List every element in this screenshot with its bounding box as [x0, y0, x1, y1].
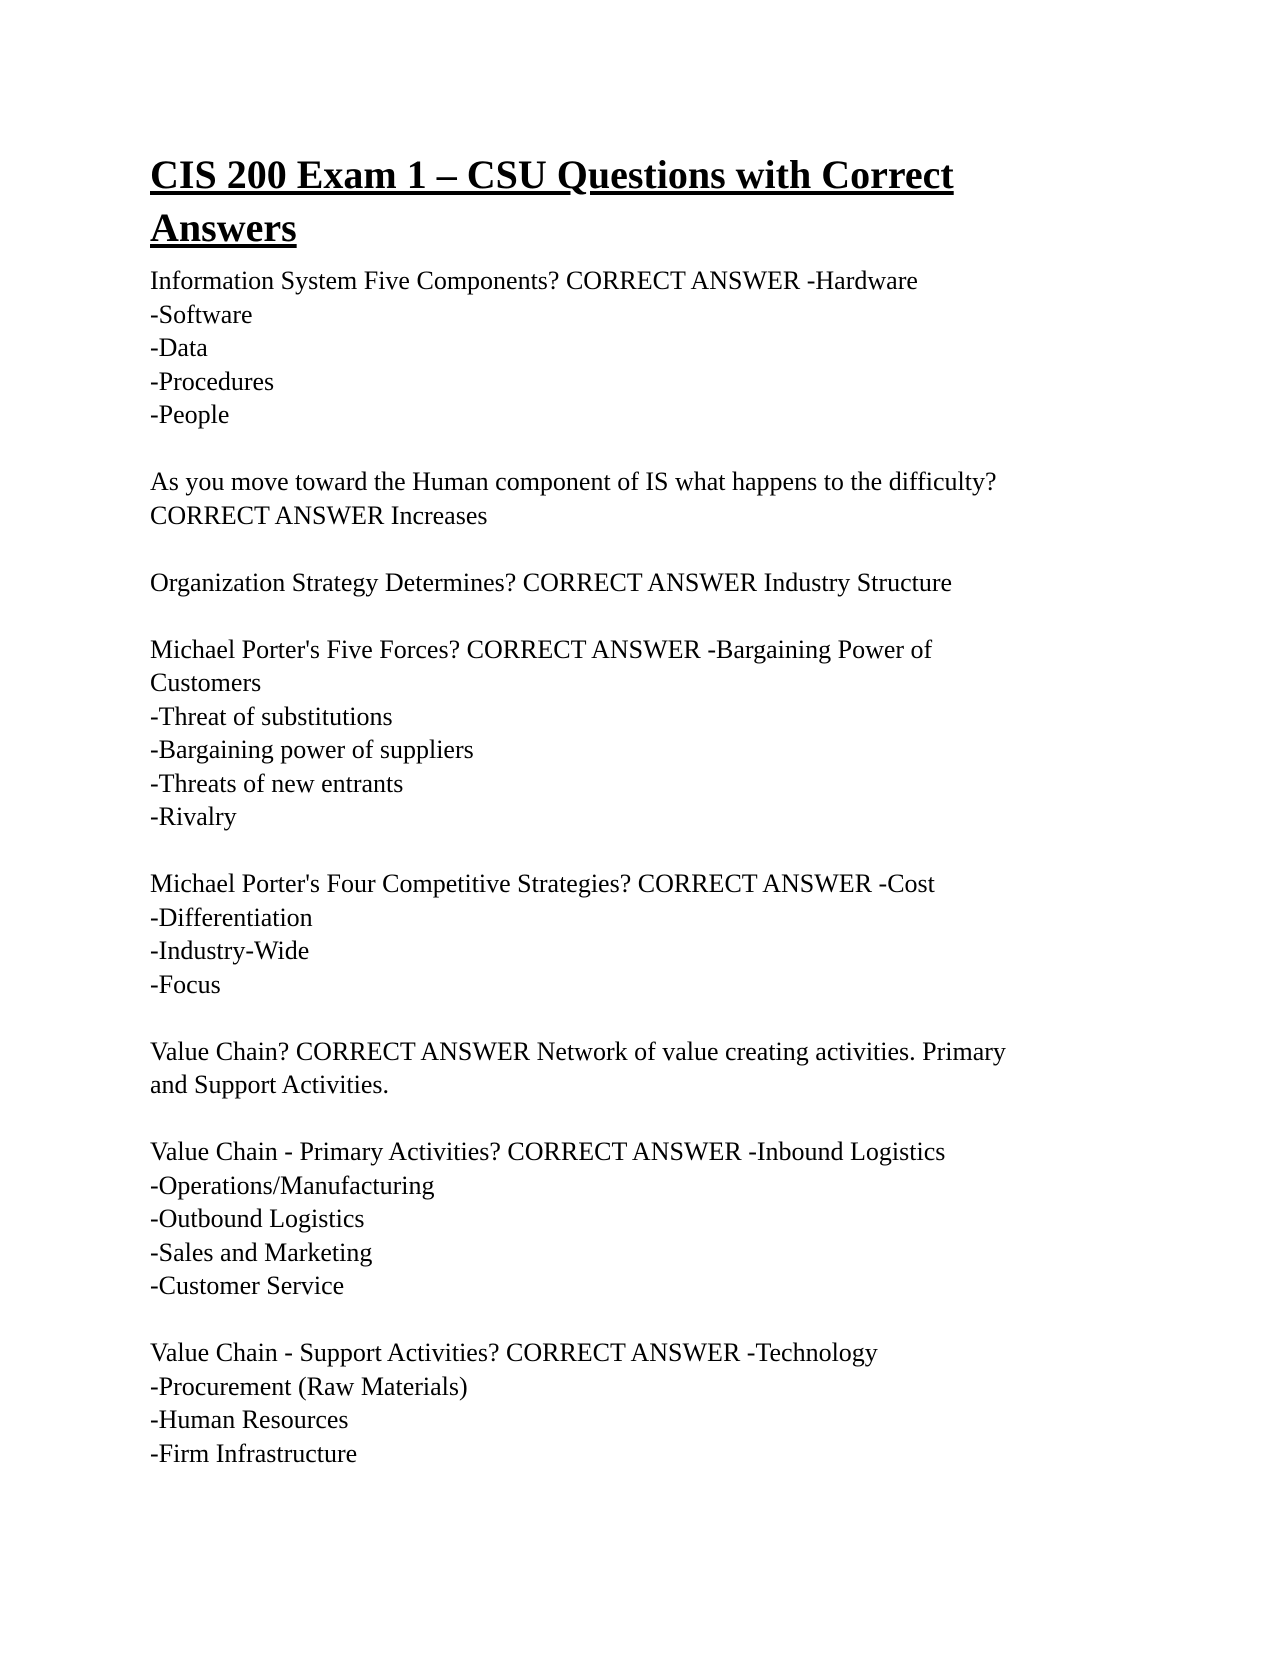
qa-line: -Firm Infrastructure — [150, 1438, 358, 1468]
qa-block-1 — [150, 264, 1130, 432]
qa-block-6 — [150, 1035, 1130, 1102]
qa-line: -Threat of substitutions — [150, 701, 393, 731]
qa-line: -Rivalry — [150, 802, 237, 831]
qa-line: Michael Porter's Five Forces? CORRECT ANSWER -Bargaining Power of — [150, 634, 933, 664]
qa-line: Value Chain - Primary Activities? CORRECT ANSWER -Inbound Logistics — [150, 1137, 946, 1166]
qa-line: Michael Porter's Four Competitive Strategies? CORRECT ANSWER -Cost — [150, 869, 935, 898]
qa-line: -Outbound Logistics — [150, 1204, 365, 1233]
qa-block-5 — [150, 867, 1130, 1001]
qa-block-8 — [150, 1336, 1130, 1470]
qa-line: Value Chain - Support Activities? CORRECT ANSWER -Technology — [150, 1338, 878, 1367]
qa-line: -Sales and Marketing — [150, 1237, 373, 1267]
qa-line: Information System Five Components? CORRECT ANSWER -Hardware — [150, 266, 918, 295]
qa-line: -People — [150, 400, 230, 429]
qa-block-4 — [150, 633, 1130, 834]
qa-block-3 — [150, 566, 1130, 600]
qa-line: Customers — [150, 668, 262, 697]
qa-line: CORRECT ANSWER Increases — [150, 500, 488, 530]
qa-line: -Procurement (Raw Materials) — [150, 1371, 468, 1401]
qa-line: -Data — [150, 333, 208, 362]
qa-line: Organization Strategy Determines? CORRECT ANSWER Industry Structure — [150, 567, 953, 597]
qa-line: -Bargaining power of suppliers — [150, 735, 474, 764]
qa-line: -Differentiation — [150, 902, 313, 932]
document-page — [150, 148, 1130, 1504]
qa-block-2 — [150, 465, 1130, 532]
document-title-line-1: CIS 200 Exam 1 – CSU Questions with Correct — [150, 152, 954, 197]
qa-line: -Threats of new entrants — [150, 768, 404, 798]
qa-line: -Industry-Wide — [150, 936, 310, 965]
qa-block-7 — [150, 1135, 1130, 1303]
qa-line: -Customer Service — [150, 1271, 345, 1300]
qa-line: -Operations/Manufacturing — [150, 1170, 435, 1200]
qa-line: -Focus — [150, 969, 221, 999]
document-title — [150, 148, 1130, 254]
qa-line: -Human Resources — [150, 1405, 349, 1434]
qa-line: Value Chain? CORRECT ANSWER Network of value creating activities. Primary — [150, 1036, 1006, 1066]
qa-line: As you move toward the Human component of IS what happens to the difficulty? — [150, 467, 997, 496]
qa-line: and Support Activities. — [150, 1070, 390, 1099]
document-title-line-2: Answers — [150, 205, 297, 250]
qa-line: -Software — [150, 299, 253, 329]
qa-line: -Procedures — [150, 366, 275, 396]
